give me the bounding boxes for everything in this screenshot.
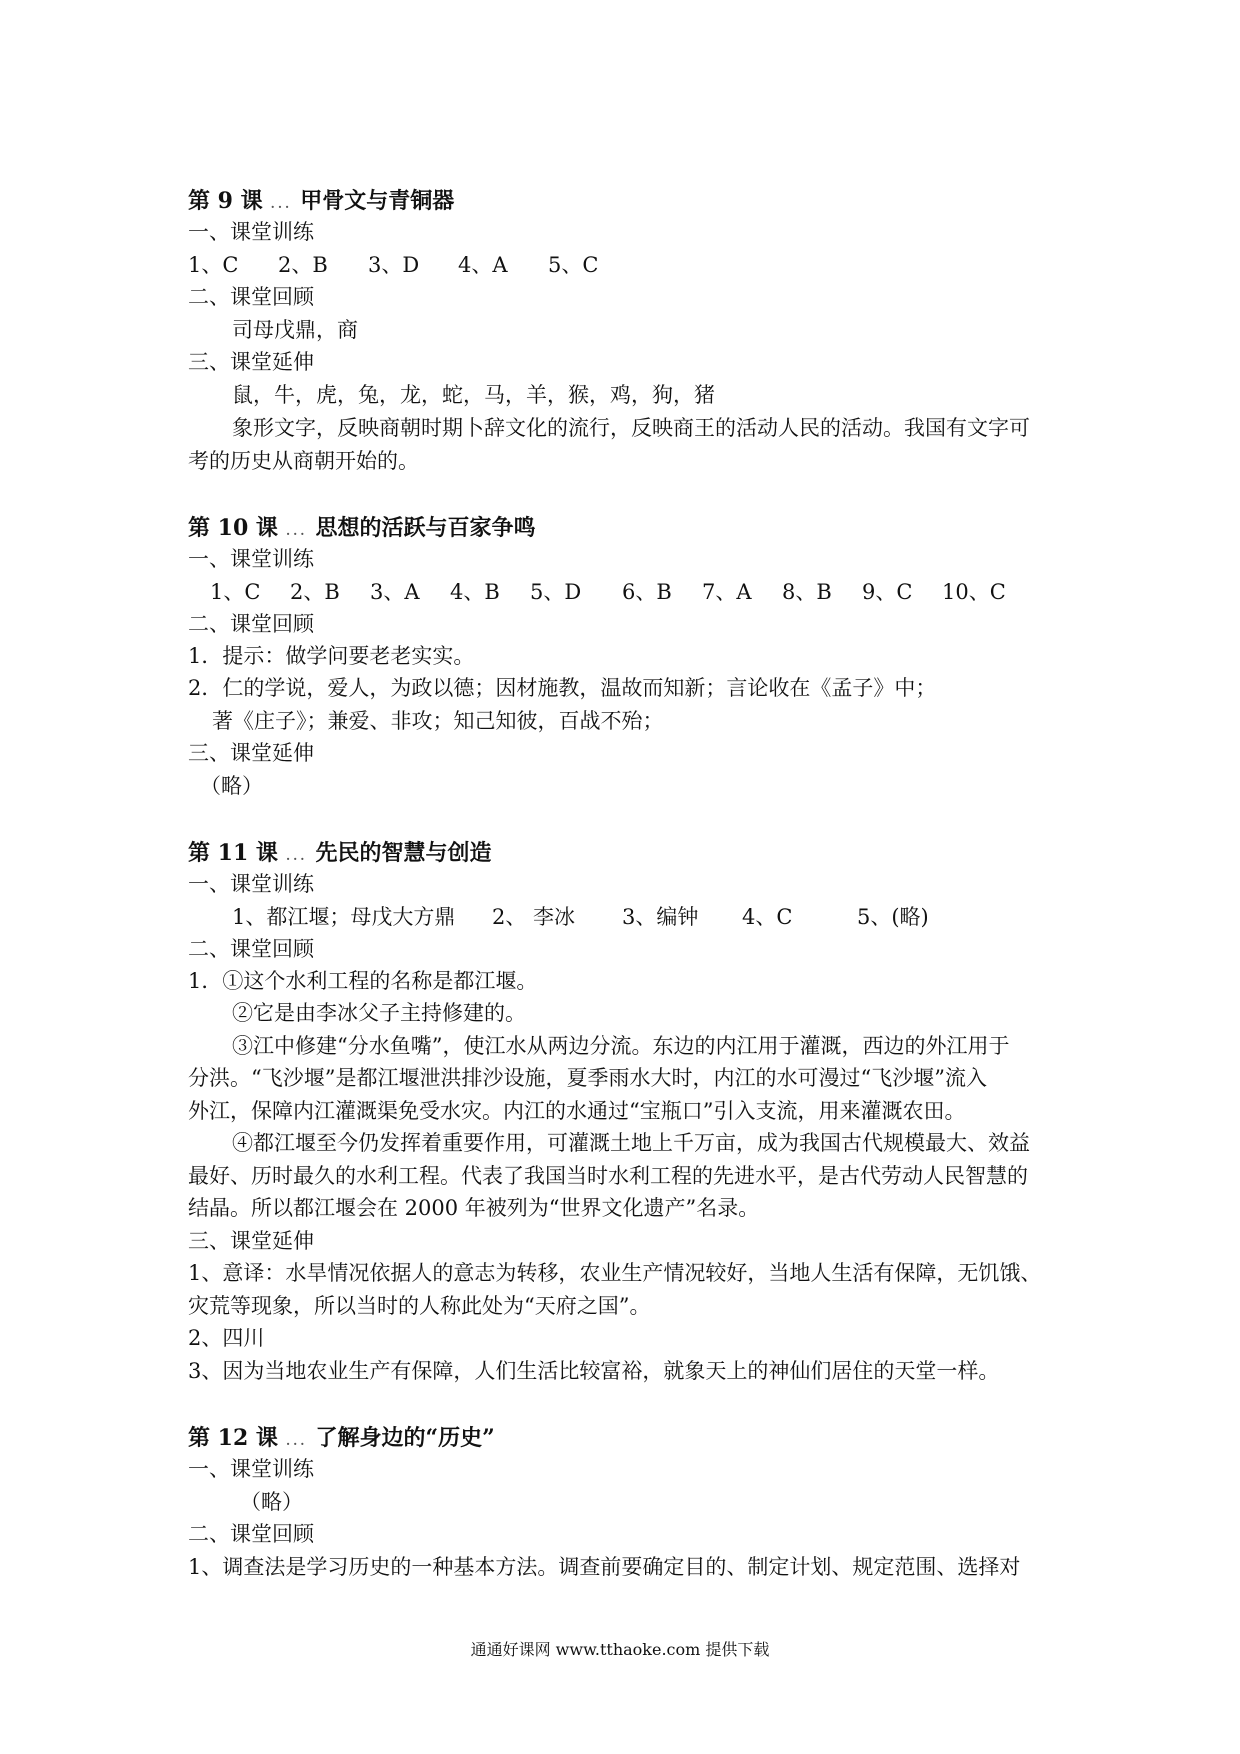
- title-dots: ...: [285, 1434, 308, 1448]
- answer: 6、B: [622, 580, 672, 604]
- section-heading: 二、课堂回顾: [188, 612, 314, 636]
- review-text: ④都江堰至今仍发挥着重要作用，可灌溉土地上千万亩，成为我国古代规模最大、效益: [232, 1131, 1030, 1155]
- answer: 5、C: [548, 253, 599, 277]
- title-dots: ...: [285, 849, 308, 863]
- review-text: 1．①这个水利工程的名称是都江堰。: [188, 969, 538, 993]
- lesson-number: 第 9 课: [188, 188, 263, 214]
- section-heading: 一、课堂训练: [188, 1457, 314, 1481]
- answer: 3、D: [368, 253, 420, 277]
- answer: 3、编钟: [622, 905, 699, 929]
- lesson-11-title: [188, 842, 1078, 864]
- review-text: 著《庄子》；兼爱、非攻；知己知彼，百战不殆；: [212, 709, 664, 733]
- extension-text: 象形文字，反映商朝时期卜辞文化的流行，反映商王的活动人民的活动。我国有文字可: [232, 416, 1030, 440]
- answer: 4、C: [742, 905, 793, 929]
- answer: 2、B: [278, 253, 328, 277]
- extension-text: 灾荒等现象，所以当时的人称此处为“天府之国”。: [188, 1294, 651, 1318]
- lesson-10-title: [188, 517, 1078, 539]
- review-text: 1．提示：做学问要老老实实。: [188, 644, 475, 668]
- lesson-title-text: 先民的智慧与创造: [315, 840, 492, 866]
- review-text: 司母戊鼎，商: [232, 318, 358, 342]
- lesson-title-text: 甲骨文与青铜器: [300, 188, 455, 214]
- answer: 7、A: [702, 580, 752, 604]
- extension-text: 2、四川: [188, 1326, 265, 1350]
- review-text: 结晶。所以都江堰会在 2000 年被列为“世界文化遗产”名录。: [188, 1196, 760, 1220]
- lesson-9-title: [188, 190, 1078, 212]
- answer: 1、都江堰；母戊大方鼎: [232, 905, 456, 929]
- answer: 8、B: [782, 580, 832, 604]
- answer-row: [188, 255, 1078, 276]
- review-text: 分洪。“飞沙堰”是都江堰泄洪排沙设施，夏季雨水大时，内江的水可漫过“飞沙堰”流入: [188, 1066, 987, 1090]
- section-heading: 二、课堂回顾: [188, 1522, 314, 1546]
- answer: 3、A: [370, 580, 420, 604]
- section-heading: 一、课堂训练: [188, 547, 314, 571]
- answer-row: [232, 907, 1122, 928]
- answer-row: [210, 582, 1100, 603]
- lesson-number: 第 10 课: [188, 515, 278, 541]
- review-text: 1、调查法是学习历史的一种基本方法。调查前要确定目的、制定计划、规定范围、选择对: [188, 1555, 1021, 1579]
- section-heading: 一、课堂训练: [188, 220, 314, 244]
- lesson-number: 第 12 课: [188, 1425, 278, 1451]
- section-heading: 二、课堂回顾: [188, 285, 314, 309]
- answer: 1、C: [188, 253, 239, 277]
- review-text: 外江，保障内江灌溉渠免受水灾。内江的水通过“宝瓶口”引入支流，用来灌溉农田。: [188, 1099, 966, 1123]
- lesson-title-text: 思想的活跃与百家争鸣: [315, 515, 536, 541]
- review-text: ③江中修建“分水鱼嘴”，使江水从两边分流。东边的内江用于灌溉，西边的外江用于: [232, 1034, 1010, 1058]
- section-heading: 一、课堂训练: [188, 872, 314, 896]
- extension-text: 考的历史从商朝开始的。: [188, 449, 419, 473]
- answer: 5、D: [530, 580, 582, 604]
- answer: 9、C: [862, 580, 913, 604]
- answer: 2、B: [290, 580, 340, 604]
- title-dots: ...: [270, 197, 293, 211]
- section-heading: 二、课堂回顾: [188, 937, 314, 961]
- review-text: 2．仁的学说，爱人，为政以德；因材施教，温故而知新；言论收在《孟子》中；: [188, 676, 937, 700]
- answer: 2、 李冰: [492, 905, 576, 929]
- extension-text: 鼠，牛，虎，兔，龙，蛇，马，羊，猴，鸡，狗，猪: [232, 383, 715, 407]
- review-text: 最好、历时最久的水利工程。代表了我国当时水利工程的先进水平，是古代劳动人民智慧的: [188, 1164, 1028, 1188]
- section-heading: 三、课堂延伸: [188, 741, 314, 765]
- review-text: ②它是由李冰父子主持修建的。: [232, 1001, 526, 1025]
- answer: 4、B: [450, 580, 500, 604]
- section-heading: 三、课堂延伸: [188, 350, 314, 374]
- section-heading: 三、课堂延伸: [188, 1229, 314, 1253]
- answer-text: （略）: [240, 1490, 303, 1514]
- answer: 5、(略): [857, 905, 929, 929]
- lesson-number: 第 11 课: [188, 840, 278, 866]
- lesson-12-title: [188, 1427, 1078, 1449]
- page-footer: 通通好课网 www.tthaoke.com 提供下载: [470, 1640, 770, 1659]
- extension-text: 1、意译：水旱情况依据人的意志为转移，农业生产情况较好，当地人生活有保障，无饥饿、: [188, 1261, 1042, 1285]
- title-dots: ...: [285, 524, 308, 538]
- extension-text: 3、因为当地农业生产有保障，人们生活比较富裕，就象天上的神仙们居住的天堂一样。: [188, 1359, 1000, 1383]
- extension-text: （略）: [200, 774, 263, 798]
- lesson-title-text: 了解身边的“历史”: [315, 1425, 495, 1451]
- answer: 1、C: [210, 580, 261, 604]
- answer: 10、C: [942, 580, 1006, 604]
- answer: 4、A: [458, 253, 508, 277]
